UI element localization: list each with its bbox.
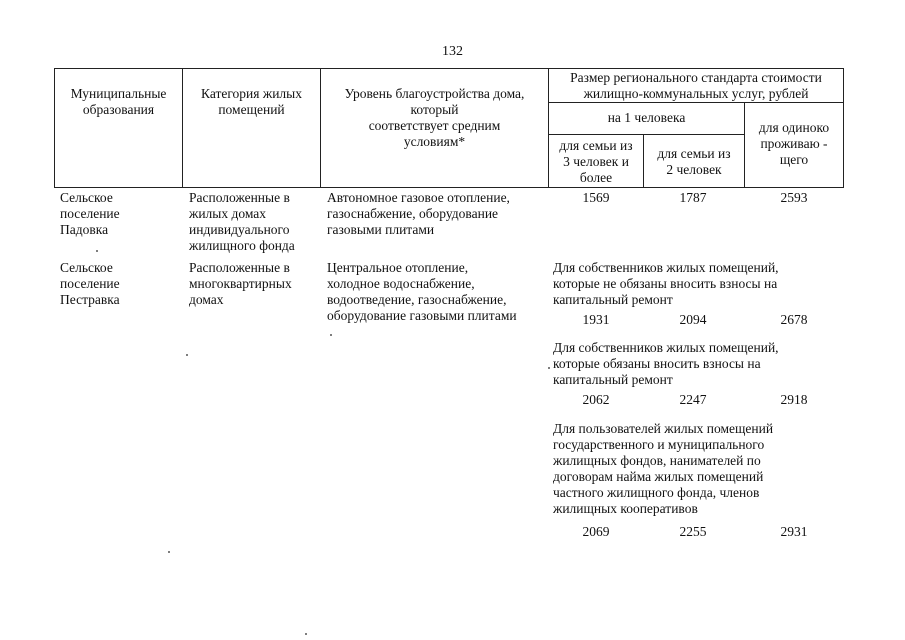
value-single: 2931 [780,524,808,539]
text-line: водоотведение, газоснабжение, [327,292,507,307]
text-line: Для пользователей жилых помещений [553,421,774,436]
text-line: поселение [60,276,120,291]
text-line: индивидуального [189,222,290,237]
text-line: жилищного фонда [189,238,295,253]
value-single: 2918 [780,392,808,407]
scan-speck [168,551,170,553]
text-line: Падовка [60,222,109,237]
text-line: многоквартирных [189,276,292,291]
header-line: 2 человек [666,162,722,177]
header-line: помещений [218,102,285,117]
header-line: Муниципальные [70,86,167,101]
text-line: Автономное газовое отопление, [327,190,510,205]
group-note [553,260,779,308]
header-line: для одиноко [758,120,830,135]
value-family-3: 1931 [582,312,610,327]
text-line: договорам найма жилых помещений [553,469,764,484]
header-family-3 [549,138,643,186]
group-note [553,421,773,517]
row-municipality [60,190,120,238]
text-line: Пестравка [60,292,120,307]
text-line: Сельское [60,260,113,275]
header-line: щего [779,152,809,167]
value-family-3: 2069 [582,524,610,539]
text-line: холодное водоснабжение, [327,276,475,291]
text-line: жилищных фондов, нанимателей по [553,453,761,468]
text-line: Расположенные в [189,260,290,275]
scan-speck [96,250,98,252]
text-line: Для собственников жилых помещений, [553,340,779,355]
header-line: более [579,170,613,185]
text-line: оборудование газовыми плитами [327,308,517,323]
header-line: соответствует средним [368,118,501,133]
header-line: который [410,102,459,117]
text-line: Центральное отопление, [327,260,469,275]
value-single: 2593 [780,190,808,205]
header-line: условиям* [403,134,466,149]
text-line: жилищных кооперативов [553,501,698,516]
header-line: Категория жилых [201,86,302,101]
text-line: Расположенные в [189,190,290,205]
value-family-2: 2094 [679,312,707,327]
text-line: Сельское [60,190,113,205]
text-line: которые обязаны вносить взносы на [553,356,761,371]
header-family-2 [644,146,744,178]
row-level [327,260,517,324]
header-line: образования [82,102,155,117]
text-line: жилых домах [189,206,267,221]
text-line: домах [189,292,224,307]
scan-speck [305,633,307,635]
row-level [327,190,510,238]
value-family-3: 1569 [582,190,610,205]
value-family-2: 1787 [679,190,707,205]
scan-speck [330,334,332,336]
text-line: газоснабжение, оборудование [327,206,499,221]
header-per-person: на 1 человека [607,110,686,125]
page-number: 132 [442,44,463,59]
header-line: Уровень благоустройства дома, [344,86,525,101]
value-single: 2678 [780,312,808,327]
value-family-3: 2062 [582,392,610,407]
text-line: государственного и муниципального [553,437,765,452]
value-family-2: 2255 [679,524,707,539]
header-category [183,86,320,118]
header-level [321,86,548,150]
text-line: газовыми плитами [327,222,435,237]
header-line: Размер регионального стандарта стоимости [570,70,822,85]
row-category [189,260,292,308]
text-line: которые не обязаны вносить взносы на [553,276,778,291]
header-line: жилищно-коммунальных услуг, рублей [583,86,809,101]
text-line: поселение [60,206,120,221]
header-line: проживаю - [760,136,828,151]
scan-speck [548,367,550,369]
text-line: капитальный ремонт [553,372,673,387]
group-note [553,340,779,388]
text-line: частного жилищного фонда, членов [553,485,760,500]
header-line: 3 человек и [563,154,629,169]
scan-speck [186,354,188,356]
text-line: капитальный ремонт [553,292,673,307]
value-family-2: 2247 [679,392,707,407]
text-line: Для собственников жилых помещений, [553,260,779,275]
header-line: для семьи из [559,138,633,153]
row-category [189,190,295,254]
row-municipality [60,260,120,308]
header-municipality [55,86,182,118]
header-group [549,70,843,102]
header-line: для семьи из [657,146,731,161]
header-single [745,120,843,168]
